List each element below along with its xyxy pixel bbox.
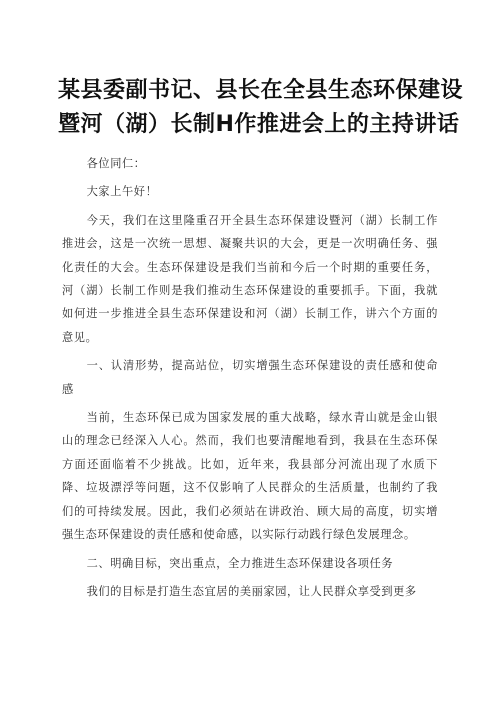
section-2-paragraph: 我们的目标是打造生态宜居的美丽家园，让人民群众享受到更多 xyxy=(86,584,417,598)
greeting: 大家上午好！ xyxy=(86,185,158,199)
title-line-2: 暨河（湖）长制H作推进会上的主持讲话 xyxy=(58,112,460,137)
section-1-paragraph: 当前，生态环保已成为国家发展的重大战略，绿水青山就是金山银山的理念已经深入人心。然而，我们也要清醒地看到，我县在生态环保方面还面临着不少挑战。比如，近年来，我县部分河流出现了水质下降、垃圾漂浮等问题，这不仅影响了人民群众的生活质量，也制约了我们的可持续发展。因此，我们必须站在讲政治、顾大局的高度，切实增强生态环保建设的责任感和使命感，以实际行动践行绿色发展理念。 xyxy=(62,411,438,542)
intro-paragraph: 今天，我们在这里隆重召开全县生态环保建设暨河（湖）长制工作推进会，这是一次统一思想、凝聚共识的大会，更是一次明确任务、强化责任的大会。生态环保建设是我们当前和今后一个时期的重要任务，河（湖）长制工作则是我们推动生态环保建设的重要抓手。下面，我就如何进一步推进全县生态环保建设和河（湖）长制工作，讲六个方面的意见。 xyxy=(62,213,438,344)
document-title xyxy=(58,74,464,142)
section-heading-2: 二、明确目标，突出重点，全力推进生态环保建设各项任务 xyxy=(86,556,394,570)
section-heading-1: 一、认清形势，提高站位，切实增强生态环保建设的责任感和使命感 xyxy=(62,359,438,396)
document-body xyxy=(62,152,438,603)
title-line-1: 某县委副书记、县长在全县生态环保建设 xyxy=(58,78,464,103)
salutation: 各位同仁： xyxy=(86,157,146,170)
